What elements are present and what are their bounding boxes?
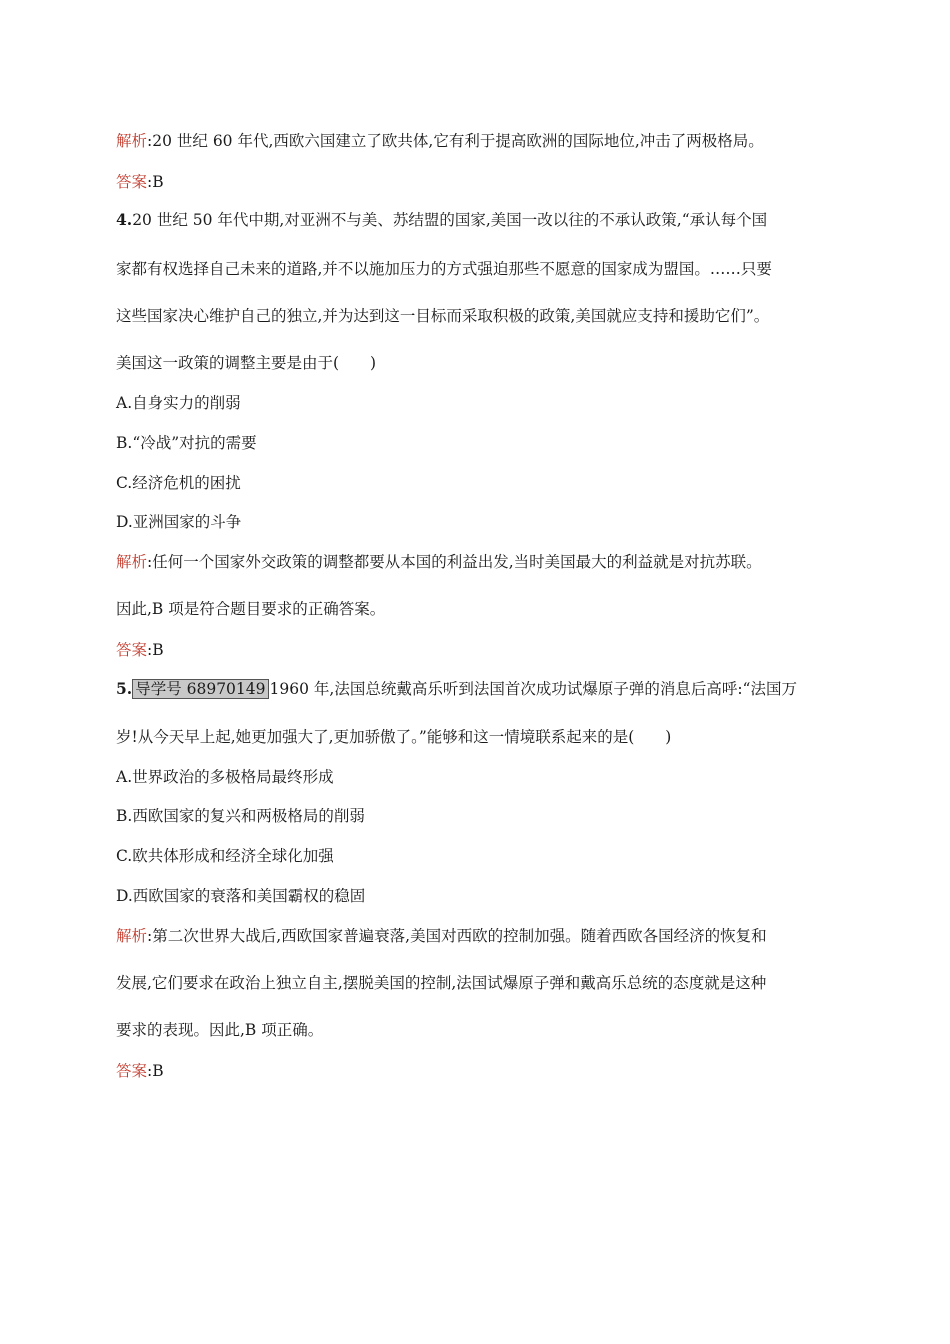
q5-option-c: C.欧共体形成和经济全球化加强 xyxy=(116,847,334,865)
q3-analysis xyxy=(116,131,764,151)
q5-option-a: A.世界政治的多极格局最终形成 xyxy=(116,768,334,786)
q4-option-b: B.“冷战”对抗的需要 xyxy=(116,434,257,452)
q5-analysis-label: 解析 xyxy=(116,927,148,945)
q5-stem-line-1 xyxy=(116,679,797,699)
q5-answer-text: :B xyxy=(147,1062,164,1080)
q5-stem-line-2: 岁!从今天早上起,她更加强大了,更加骄傲了。”能够和这一情境联系起来的是( ) xyxy=(116,728,672,746)
q4-number: 4. xyxy=(116,210,133,229)
q4-option-a: A.自身实力的削弱 xyxy=(116,394,241,412)
q4-option-d: D.亚洲国家的斗争 xyxy=(116,513,242,531)
q4-answer-text: :B xyxy=(147,641,164,659)
q5-answer-label: 答案 xyxy=(116,1062,148,1080)
q3-analysis-label: 解析 xyxy=(116,132,148,150)
q3-answer-text: :B xyxy=(147,173,164,191)
q4-answer-label: 答案 xyxy=(116,641,148,659)
q4-stem-line-2: 家都有权选择自己未来的道路,并不以施加压力的方式强迫那些不愿意的国家成为盟国。……只要 xyxy=(116,260,772,278)
q3-analysis-text: :20 世纪 60 年代,西欧六国建立了欧共体,它有利于提高欧洲的国际地位,冲击了两极格局。 xyxy=(147,132,764,150)
q5-analysis-line-1 xyxy=(116,926,767,946)
q4-analysis-text-1: :任何一个国家外交政策的调整都要从本国的利益出发,当时美国最大的利益就是对抗苏联。 xyxy=(147,553,762,571)
q4-analysis-label: 解析 xyxy=(116,553,148,571)
q5-analysis-line-2: 发展,它们要求在政治上独立自主,摆脱美国的控制,法国试爆原子弹和戴高乐总统的态度就是这种 xyxy=(116,974,767,992)
q5-option-b: B.西欧国家的复兴和两极格局的削弱 xyxy=(116,807,365,825)
q4-analysis-line-2: 因此,B 项是符合题目要求的正确答案。 xyxy=(116,600,386,618)
q4-answer xyxy=(116,640,164,660)
q4-option-c: C.经济危机的困扰 xyxy=(116,474,241,492)
q5-option-d: D.西欧国家的衰落和美国霸权的稳固 xyxy=(116,887,366,905)
q4-analysis-line-1 xyxy=(116,552,762,572)
q4-stem-text-1: 20 世纪 50 年代中期,对亚洲不与美、苏结盟的国家,美国一改以往的不承认政策,“承认每个国 xyxy=(132,211,768,229)
q4-stem-line-1 xyxy=(116,210,767,230)
q4-stem-line-4: 美国这一政策的调整主要是由于( ) xyxy=(116,354,377,372)
q4-stem-line-3: 这些国家决心维护自己的独立,并为达到这一目标而采取积极的政策,美国就应支持和援助它们”。 xyxy=(116,307,770,325)
q5-stem-text-1: 1960 年,法国总统戴高乐听到法国首次成功试爆原子弹的消息后高呼:“法国万 xyxy=(269,680,797,698)
q5-analysis-line-3: 要求的表现。因此,B 项正确。 xyxy=(116,1021,324,1039)
q5-answer xyxy=(116,1061,164,1081)
q5-number: 5. xyxy=(116,679,133,698)
q5-guide-tag[interactable]: 导学号 68970149 xyxy=(132,679,268,699)
q3-answer-label: 答案 xyxy=(116,173,148,191)
q5-analysis-text-1: :第二次世界大战后,西欧国家普遍衰落,美国对西欧的控制加强。随着西欧各国经济的恢复和 xyxy=(147,927,767,945)
q3-answer xyxy=(116,172,164,192)
